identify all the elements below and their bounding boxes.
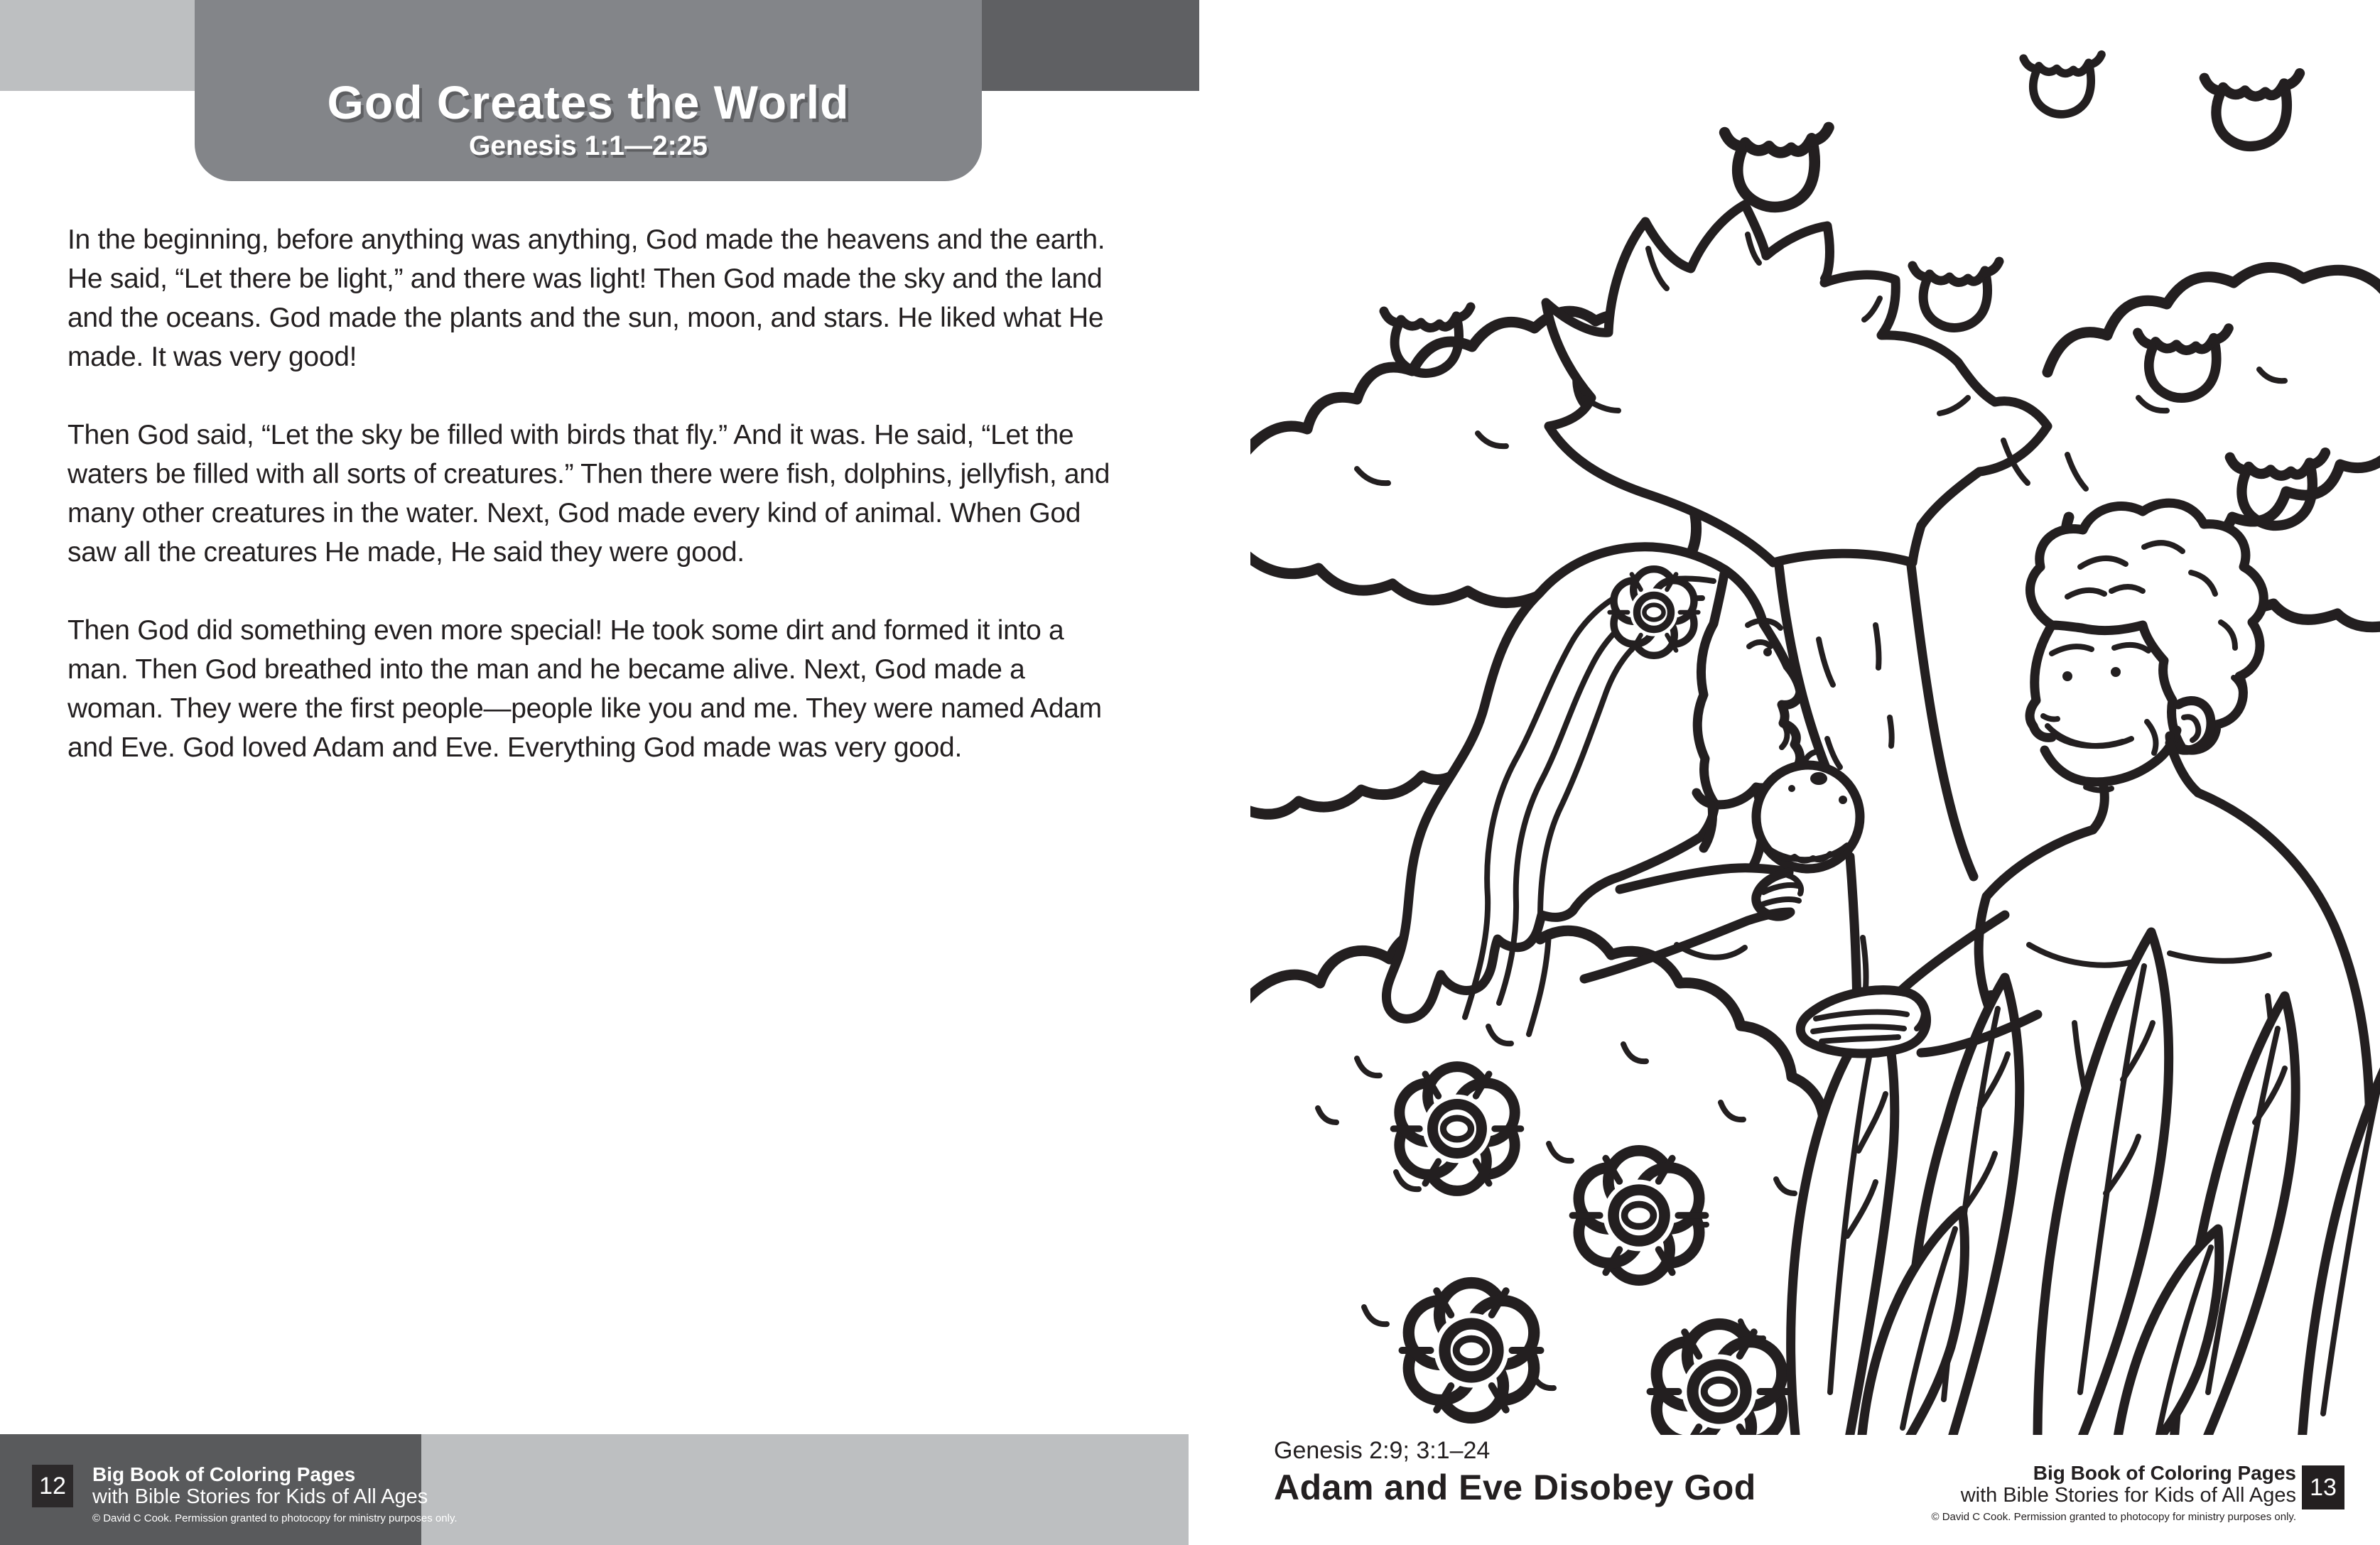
header-dark-gray-block: [982, 0, 1199, 91]
coloring-page-illustration: [1250, 0, 2380, 1435]
story-title-box: [195, 0, 982, 181]
tree-branches: [1546, 205, 2048, 563]
bush-flowers: [1393, 1067, 1788, 1435]
left-footer-info: [92, 1463, 458, 1526]
illustration-caption: [1274, 1436, 1756, 1507]
page-number-right: [2302, 1465, 2344, 1509]
book-subtitle: with Bible Stories for Kids of All Ages: [1960, 1484, 2296, 1507]
adam-figure: [1979, 503, 2370, 1236]
story-paragraph-3: Then God did something even more special! He took some dirt and formed it into a man. Then God breathed into the man and he became alive. Next, God made a woman. They were the first people—people like you and me. They were named Adam and Eve. God loved Adam and Eve. Everything God made was very good.: [67, 615, 1102, 763]
page-number-left: [32, 1465, 73, 1507]
bitten-apple: [1756, 752, 1860, 869]
story-scripture: Genesis 1:1—2:25: [468, 131, 708, 161]
page-number-right-value: 13: [2310, 1473, 2337, 1501]
book-title: Big Book of Coloring Pages: [92, 1463, 356, 1485]
story-title: God Creates the World: [327, 76, 850, 129]
caption-title: Adam and Eve Disobey God: [1274, 1468, 1756, 1507]
flower-in-hair: [1610, 569, 1699, 656]
book-title: Big Book of Coloring Pages: [2033, 1462, 2296, 1484]
copyright-note: © David C Cook. Permission granted to photocopy for ministry purposes only.: [1931, 1511, 2296, 1523]
copyright-note: © David C Cook. Permission granted to photocopy for ministry purposes only.: [92, 1512, 458, 1524]
story-paragraph-2: Then God said, “Let the sky be filled with birds that fly.” And it was. He said, “Let the waters be filled with all sorts of creatures.” Then there were fish, dolphins, jellyfish, and many other creatures in the water. Next, God made every kind of animal. When God saw all the creatures He made, He said they were good.: [67, 420, 1110, 568]
story-text: [67, 220, 1115, 806]
caption-scripture: Genesis 2:9; 3:1–24: [1274, 1437, 1491, 1464]
page-number-left-value: 12: [39, 1472, 66, 1500]
header-light-gray-block: [0, 0, 195, 91]
story-paragraph-1: In the beginning, before anything was anything, God made the heavens and the earth. He said, “Let there be light,” and there was light! Then God made the sky and the land and the oceans. God made the plants and the sun, moon, and stars. He liked what He made. It was very good!: [67, 224, 1105, 372]
book-subtitle: with Bible Stories for Kids of All Ages: [92, 1485, 428, 1508]
right-footer-info: [1931, 1462, 2296, 1524]
left-footer-light-bar: [421, 1434, 1189, 1545]
